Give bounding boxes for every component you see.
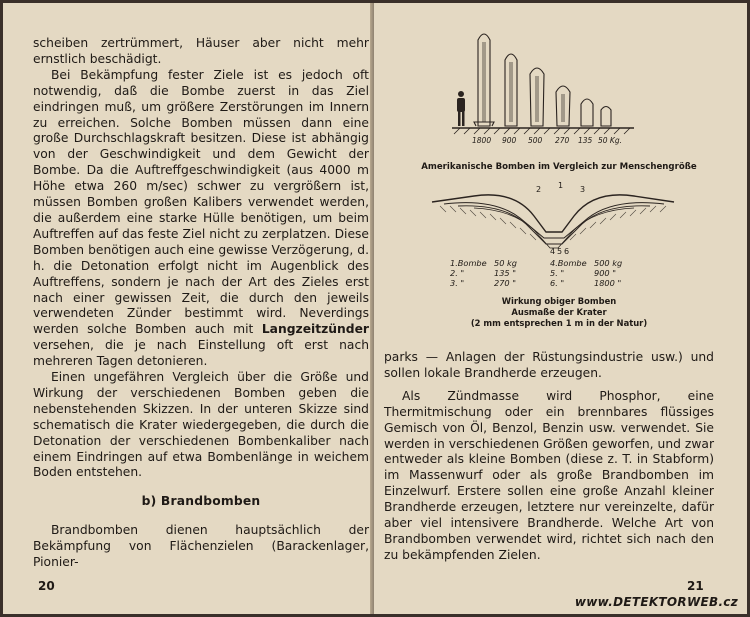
bomb-135-icon [581, 99, 593, 126]
section-title: Brandbomben [160, 494, 261, 509]
crater-number: 5 [557, 247, 563, 256]
crater-number: 2 [536, 185, 542, 194]
legend-row [450, 268, 650, 278]
bomb-label: 1800 [472, 136, 492, 145]
left-page [0, 0, 372, 617]
legend-cell: 1.Bombe [450, 258, 487, 268]
crater-number: 6 [564, 247, 570, 256]
legend-cell: 5. " [550, 268, 565, 278]
caption-bottom [394, 296, 724, 329]
crater-legend [450, 258, 650, 288]
legend-row [450, 258, 650, 268]
paragraph-text: versehen, die je nach Einstellung oft erst nach mehreren Tagen detonieren. [33, 338, 369, 369]
section-heading [33, 494, 369, 510]
caption-line: (2 mm entsprechen 1 m in der Natur) [470, 318, 648, 328]
page-number-right: 21 [687, 579, 704, 593]
paragraph: Brandbomben dienen hauptsächlich der Bekämpfung von Flächenzielen (Barackenlager, Pionier- [33, 523, 369, 570]
left-page-text [33, 36, 369, 571]
bomb-comparison-illustration [374, 0, 734, 150]
right-page [374, 0, 750, 617]
bomb-50-icon [601, 107, 611, 127]
watermark: www.DETEKTORWEB.cz [574, 595, 738, 609]
crater-number: 1 [558, 181, 564, 190]
legend-cell: 4.Bombe [550, 258, 587, 268]
legend-cell: 500 kg [594, 258, 623, 268]
legend-cell: 3. " [450, 278, 465, 288]
caption-line: Ausmaße der Krater [511, 307, 607, 317]
human-figure-icon [457, 91, 465, 126]
legend-cell: 6. " [550, 278, 565, 288]
caption-line: Wirkung obiger Bomben [501, 296, 617, 306]
crater-diagram [374, 176, 734, 256]
legend-cell: 135 " [494, 268, 516, 278]
bomb-label: 270 [555, 136, 570, 145]
paragraph [33, 68, 369, 370]
paragraph: Einen ungefähren Vergleich über die Größe und Wirkung der verschiedenen Bomben geben die nebenstehenden Skizzen. In der unteren Skizze sind schematisch die Krater wiedergegeben, die durch die Detonation der verschiedenen Bombenkaliber nach einem Eindringen auf etwa Bombenlänge in weichem Boden entstehen. [33, 370, 369, 480]
legend-row [450, 278, 650, 288]
bomb-label: 500 [528, 136, 543, 145]
caption-top: Amerikanische Bomben im Vergleich zur Menschengröße [421, 162, 697, 172]
bold-term: Langzeitzünder [261, 322, 369, 337]
legend-cell: 1800 " [594, 278, 622, 288]
paragraph: scheiben zertrümmert, Häuser aber nicht mehr ernstlich beschädigt. [33, 36, 369, 66]
legend-cell: 50 kg [494, 258, 517, 268]
crater-number: 4 [550, 247, 556, 256]
page-number-left: 20 [38, 579, 55, 593]
crater-number: 3 [580, 185, 586, 194]
bomb-label: 135 [578, 136, 593, 145]
paragraph: parks — Anlagen der Rüstungsindustrie usw.) und sollen lokale Brandherde erzeugen. [384, 350, 714, 380]
bomb-label: 900 [502, 136, 517, 145]
bomb-label: 50 Kg. [598, 136, 622, 145]
paragraph: Als Zündmasse wird Phosphor, eine Thermitmischung oder ein brennbares flüssiges Gemisch von Öl, Benzol, Benzin usw. verwendet. Sie werden in verschiedenen Größen geworfen, und zwar entweder als kleine Bomben (diese z. T. in Stabform) im Massenwurf oder als große Brandbomben im Einzelwurf. Erstere sollen eine große Anzahl kleiner Brandherde erzeugen, letztere nur vereinzelte, dafür aber viel intensivere Brandherde. Welche Art von Brandbomben verwendet wird, richtet sich nach den zu bekämpfenden Zielen. [384, 388, 714, 562]
legend-cell: 900 " [594, 268, 616, 278]
legend-cell: 2. " [450, 268, 465, 278]
legend-cell: 270 " [494, 278, 516, 288]
section-letter: b) [141, 494, 157, 509]
paragraph-text: Bei Bekämpfung fester Ziele ist es jedoch oft notwendig, daß die Bombe zuerst in das Ziel eindringen muß, um größere Zerstörungen im Innern zu erreichen. Solche Bomben müssen dann eine große Durchschlagskraft besitzen. Diese ist abhängig von der Geschwindigkeit und dem Gewicht der Bombe. Da die Auftreffgeschwindigkeit (aus 4000 m Höhe etwa 260 m/sec) schwer zu vergrößern ist, müssen Bomben großen Kalibers verwendet werden, die außerdem eine starke Hülle benötigen, um beim Auftreffen auf das feste Ziel nicht zu zerplatzen. Diese Bomben benötigen auch eine gewisse Verzögerung, d. h. die Detonation erfolgt nicht im Augenblick des Auftreffens, sondern je nach der Art des Zieles erst nach einer gewissen Zeit, die durch den jeweils verwendeten Zünder bestimmt wird. Neverdings werden solche Bomben auch mit [33, 67, 369, 337]
right-page-text [384, 350, 714, 564]
